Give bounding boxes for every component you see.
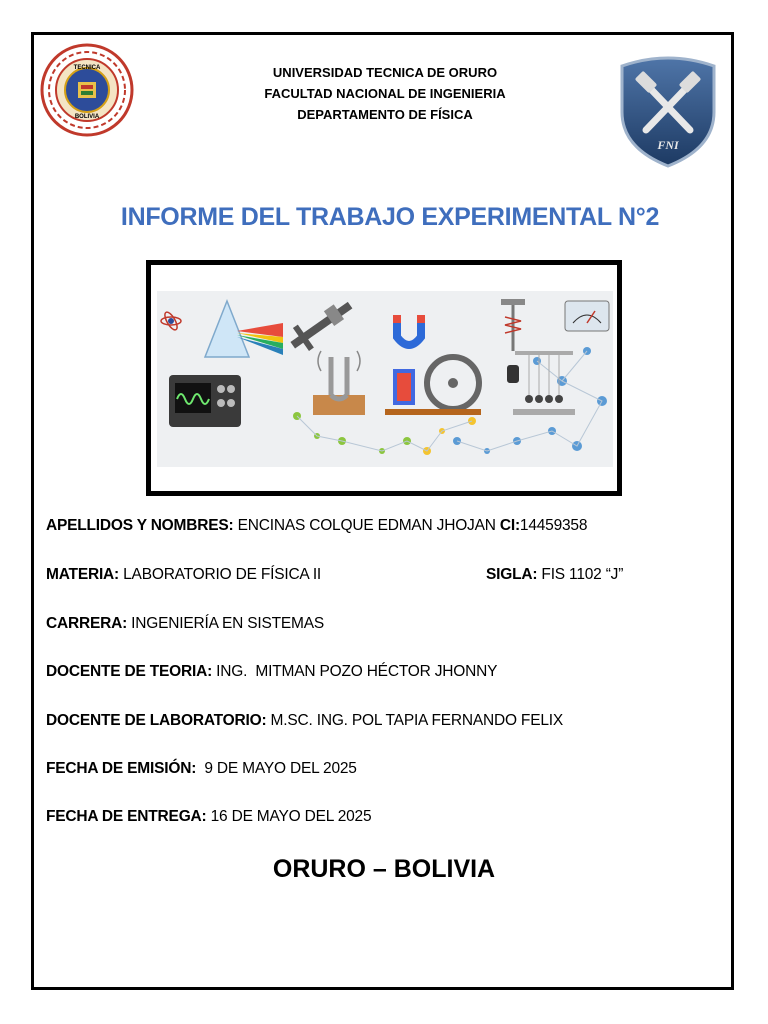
docente-lab-label: DOCENTE DE LABORATORIO: (46, 712, 267, 729)
sigla-label: SIGLA: (486, 566, 538, 583)
field-docente-teoria (46, 663, 497, 681)
physics-equipment-illustration (157, 291, 613, 467)
carrera-value: INGENIERÍA EN SISTEMAS (127, 615, 325, 632)
fecha-entrega-label: FECHA DE ENTREGA: (46, 808, 207, 825)
report-title: INFORME DEL TRABAJO EXPERIMENTAL N°2 (120, 203, 660, 231)
fecha-entrega-value: 16 DE MAYO DEL 2025 (206, 808, 372, 825)
seal-top-text: TECNICA (73, 65, 101, 71)
apellidos-label: APELLIDOS Y NOMBRES: (46, 517, 234, 534)
physics-banner-frame (146, 260, 622, 496)
fni-shield-logo (614, 54, 722, 170)
sigla-value: FIS 1102 “J” (537, 566, 624, 583)
seal-bottom-text: BOLIVIA (74, 114, 100, 120)
department-name: DEPARTAMENTO DE FÍSICA (297, 107, 473, 122)
field-fecha-emision (46, 760, 357, 778)
field-sigla (486, 566, 623, 584)
docente-teoria-value: ING. MITMAN POZO HÉCTOR JHONNY (212, 663, 498, 680)
ci-label: CI: (499, 517, 520, 534)
apellidos-value: ENCINAS COLQUE EDMAN JHOJAN (233, 517, 500, 534)
fecha-emision-value: 9 DE MAYO DEL 2025 (196, 760, 357, 777)
shield-text: FNI (657, 138, 679, 152)
field-docente-lab (46, 712, 563, 730)
docente-teoria-label: DOCENTE DE TEORIA: (46, 663, 213, 680)
faculty-name: FACULTAD NACIONAL DE INGENIERIA (264, 86, 506, 101)
page-border (31, 32, 734, 990)
university-name: UNIVERSIDAD TECNICA DE ORURO (272, 65, 498, 80)
field-fecha-entrega (46, 808, 371, 826)
materia-label: MATERIA: (46, 566, 120, 583)
institution-header (200, 62, 570, 125)
field-materia (46, 566, 321, 584)
carrera-label: CARRERA: (46, 615, 128, 632)
docente-lab-value: M.SC. ING. POL TAPIA FERNANDO FELIX (266, 712, 564, 729)
fecha-emision-label: FECHA DE EMISIÓN: (46, 760, 197, 777)
university-seal-logo (40, 42, 134, 138)
materia-value: LABORATORIO DE FÍSICA II (119, 566, 322, 583)
field-apellidos (46, 517, 587, 535)
ci-value: 14459358 (519, 517, 588, 534)
location-footer: ORURO – BOLIVIA (272, 855, 496, 883)
field-carrera (46, 615, 324, 633)
